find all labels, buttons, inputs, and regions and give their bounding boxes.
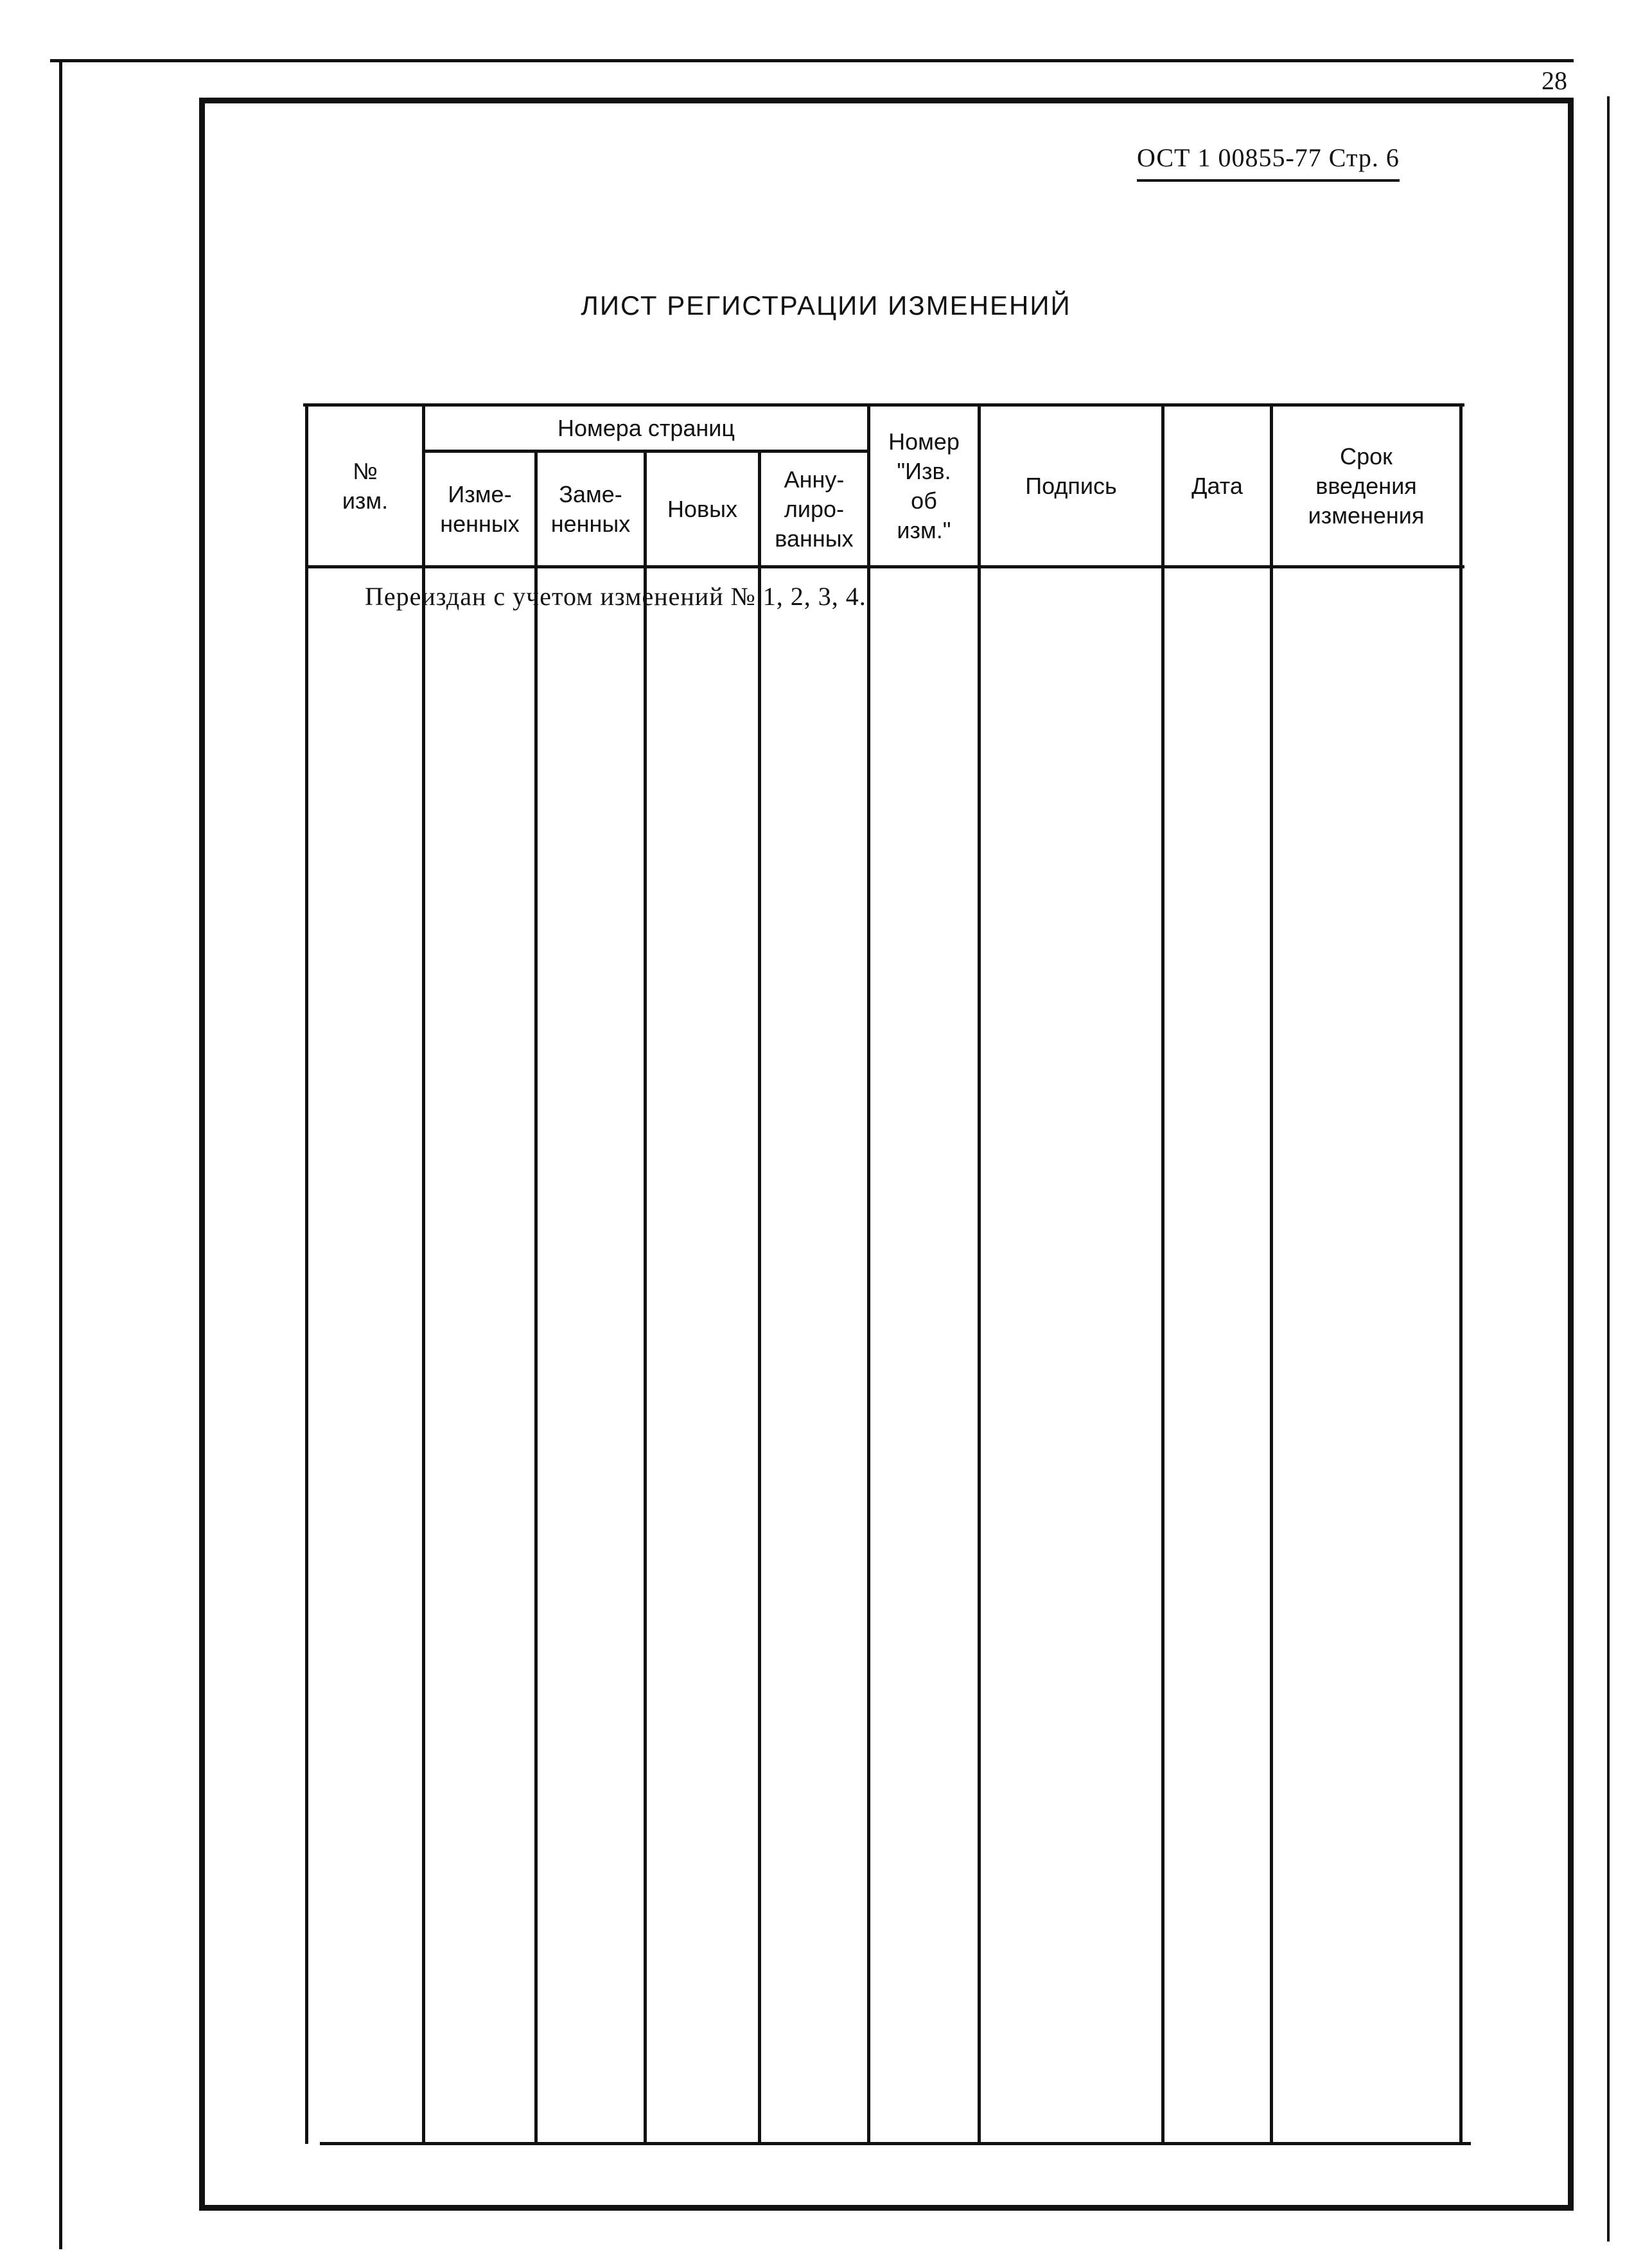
col-divider-8 [1270,405,1273,2144]
sheet-number: 28 [1542,66,1567,95]
header-deadline: Срок введения изменения [1308,443,1425,529]
header-new-pages: Новых [667,495,738,522]
col-divider-2 [534,451,538,2144]
reissue-note: Переиздан с учетом изменений № 1, 2, 3, 4. [365,582,866,611]
page-title: ЛИСТ РЕГИСТРАЦИИ ИЗМЕНЕНИЙ [581,290,1071,320]
col-divider-5 [867,405,870,2144]
table-top-border [303,403,1464,407]
table-bottom-border [320,2142,1471,2145]
header-changed-pages: Изме- ненных [440,480,520,537]
table-right-border [1459,405,1463,2144]
header-signature: Подпись [1025,473,1117,499]
document-code: ОСТ 1 00855-77 Стр. 6 [1137,143,1400,182]
table-left-border [305,405,308,2144]
col-divider-1 [422,405,425,2144]
header-notice-number: Номер "Изв. об изм." [888,428,960,543]
col-divider-3 [644,451,647,2144]
col-divider-6 [978,405,981,2144]
header-change-number: № изм. [342,458,389,514]
header-annulled-pages: Анну- лиро- ванных [775,466,854,552]
col-divider-7 [1161,405,1164,2144]
header-date: Дата [1191,473,1243,499]
header-bottom-border [307,565,1464,568]
header-page-numbers-group: Номера страниц [558,415,735,441]
header-replaced-pages: Заме- ненных [550,480,631,537]
col-divider-4 [758,451,761,2144]
